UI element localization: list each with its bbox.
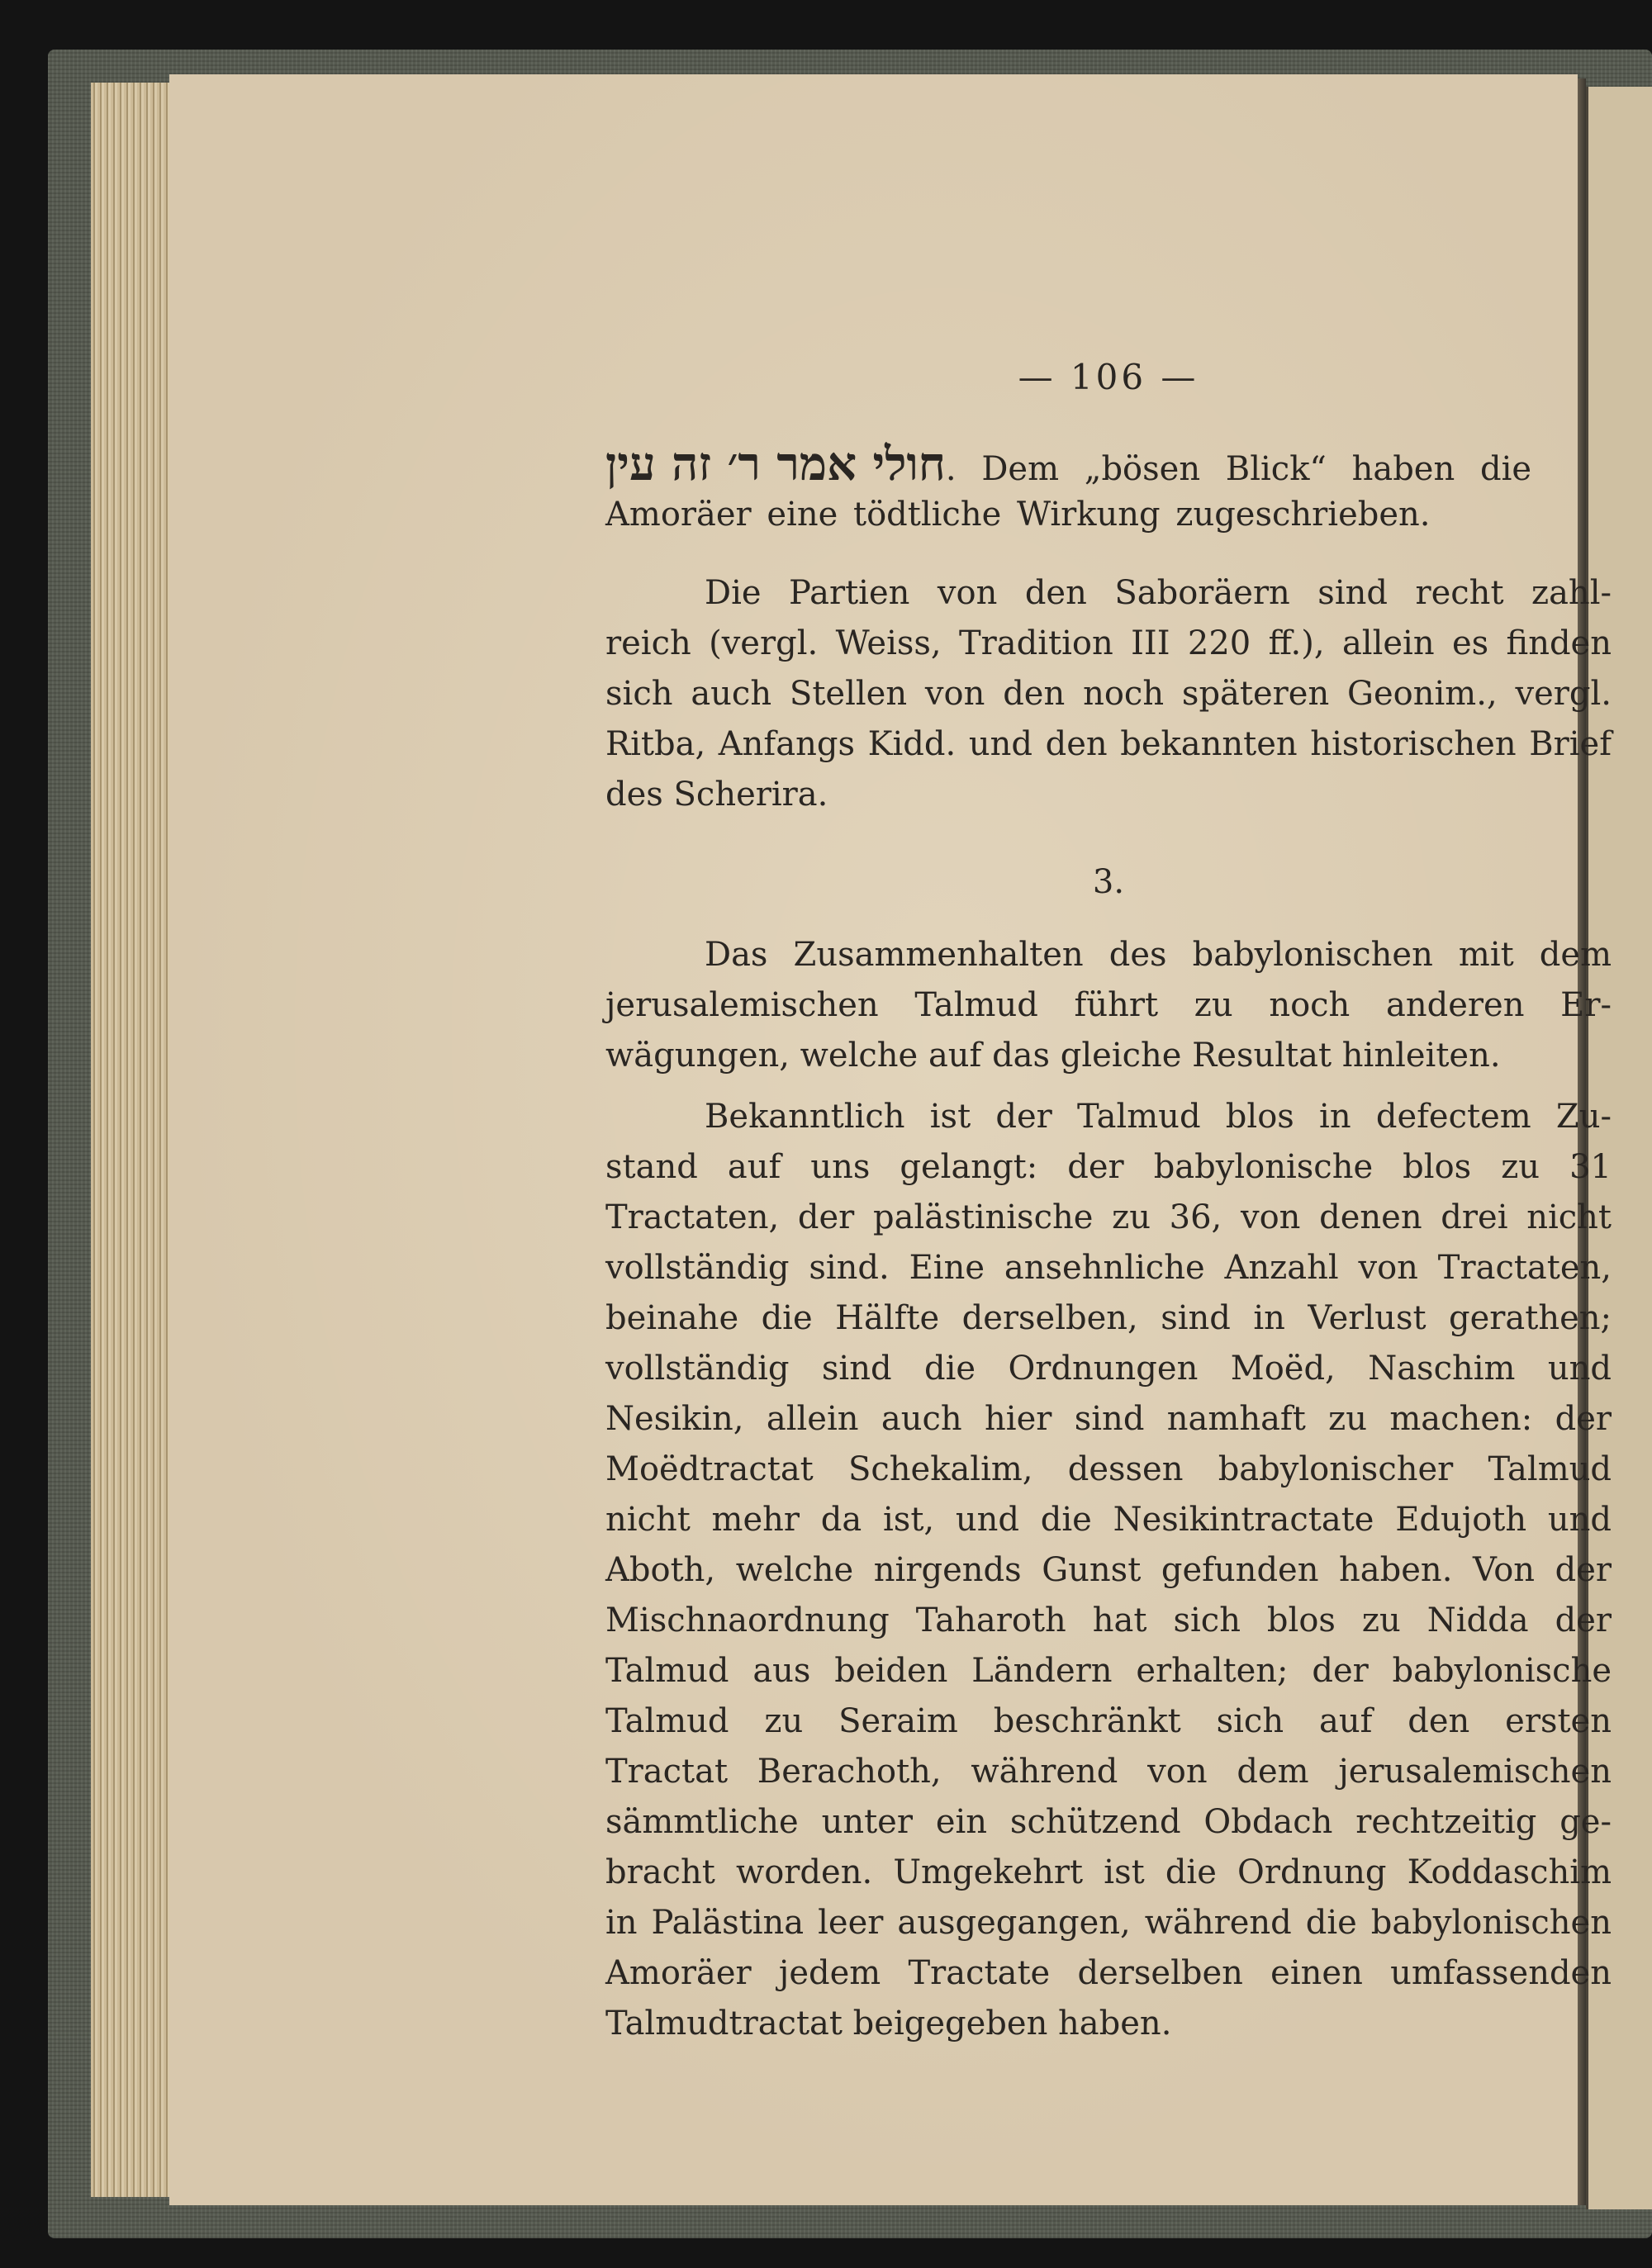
text-line: reich (vergl. Weiss, Tradition III 220 ff.), allein es finden bbox=[605, 624, 1612, 662]
text-line: Aboth, welche nirgends Gunst gefunden haben. Von der bbox=[605, 1551, 1612, 1589]
text-line: Moëdtractat Schekalim, dessen babylonischer Talmud bbox=[605, 1450, 1612, 1488]
paragraph-zusammenhalten bbox=[605, 930, 1612, 1081]
text-line: Die Partien von den Saboräern sind recht zahl- bbox=[705, 574, 1612, 612]
text-line: sämmtliche unter ein schützend Obdach rechtzeitig ge- bbox=[605, 1803, 1612, 1841]
text-line: Tractaten, der palästinische zu 36, von denen drei nicht bbox=[605, 1198, 1612, 1236]
text-line: Talmud aus beiden Ländern erhalten; der babylonische bbox=[605, 1652, 1612, 1690]
text-line: sich auch Stellen von den noch späteren Geonim., vergl. bbox=[605, 675, 1612, 713]
text-line: vollständig sind. Eine ansehnliche Anzahl von Tractaten, bbox=[605, 1249, 1612, 1287]
text-line: Nesikin, allein auch hier sind namhaft zu machen: der bbox=[605, 1400, 1612, 1438]
text-line: vollständig sind die Ordnungen Moëd, Naschim und bbox=[605, 1350, 1612, 1388]
page-number: — 106 — bbox=[1018, 357, 1199, 397]
text-line: wägungen, welche auf das gleiche Resultat hinleiten. bbox=[605, 1037, 1501, 1075]
text-line: Das Zusammenhalten des babylonischen mit dem bbox=[705, 936, 1612, 974]
text-line: Talmudtractat beigegeben haben. bbox=[605, 2005, 1172, 2043]
paragraph-saboraer bbox=[605, 568, 1612, 820]
text-line: Talmud zu Seraim beschränkt sich auf den ersten bbox=[605, 1702, 1612, 1740]
text-line: beinahe die Hälfte derselben, sind in Verlust gerathen; bbox=[605, 1299, 1612, 1337]
intro-line-2: Amoräer eine tödtliche Wirkung zugeschrieben. bbox=[605, 496, 1431, 534]
text-line: Mischnaordnung Taharoth hat sich blos zu Nidda der bbox=[605, 1601, 1612, 1639]
paragraph-bekanntlich bbox=[605, 1092, 1612, 2049]
intro-line-1 bbox=[605, 439, 1612, 490]
text-line: nicht mehr da ist, und die Nesikintractate Edujoth und bbox=[605, 1501, 1612, 1539]
section-number: 3. bbox=[1092, 863, 1125, 901]
text-line: in Palästina leer ausgegangen, während die babylonischen bbox=[605, 1904, 1612, 1942]
book-page bbox=[169, 74, 1612, 2205]
text-line: des Scherira. bbox=[605, 776, 828, 814]
text-line: Amoräer jedem Tractate derselben einen umfassenden bbox=[605, 1954, 1612, 1992]
text-line: Ritba, Anfangs Kidd. und den bekannten historischen Brief bbox=[605, 725, 1612, 763]
hebrew-phrase: חולי אמר ר׳ זה עין bbox=[605, 437, 946, 491]
text-line: stand auf uns gelangt: der babylonische blos zu 31 bbox=[605, 1148, 1612, 1186]
text-line: bracht worden. Umgekehrt ist die Ordnung Koddaschim bbox=[605, 1853, 1612, 1891]
page-edges bbox=[91, 83, 173, 2197]
text-line: Bekanntlich ist der Talmud blos in defectem Zu- bbox=[705, 1098, 1612, 1136]
intro-block bbox=[605, 439, 1612, 540]
intro-text: . Dem „bösen Blick“ haben die bbox=[945, 450, 1532, 488]
text-line: Tractat Berachoth, während von dem jerusalemischen bbox=[605, 1753, 1612, 1791]
text-line: jerusalemischen Talmud führt zu noch anderen Er- bbox=[605, 986, 1612, 1024]
